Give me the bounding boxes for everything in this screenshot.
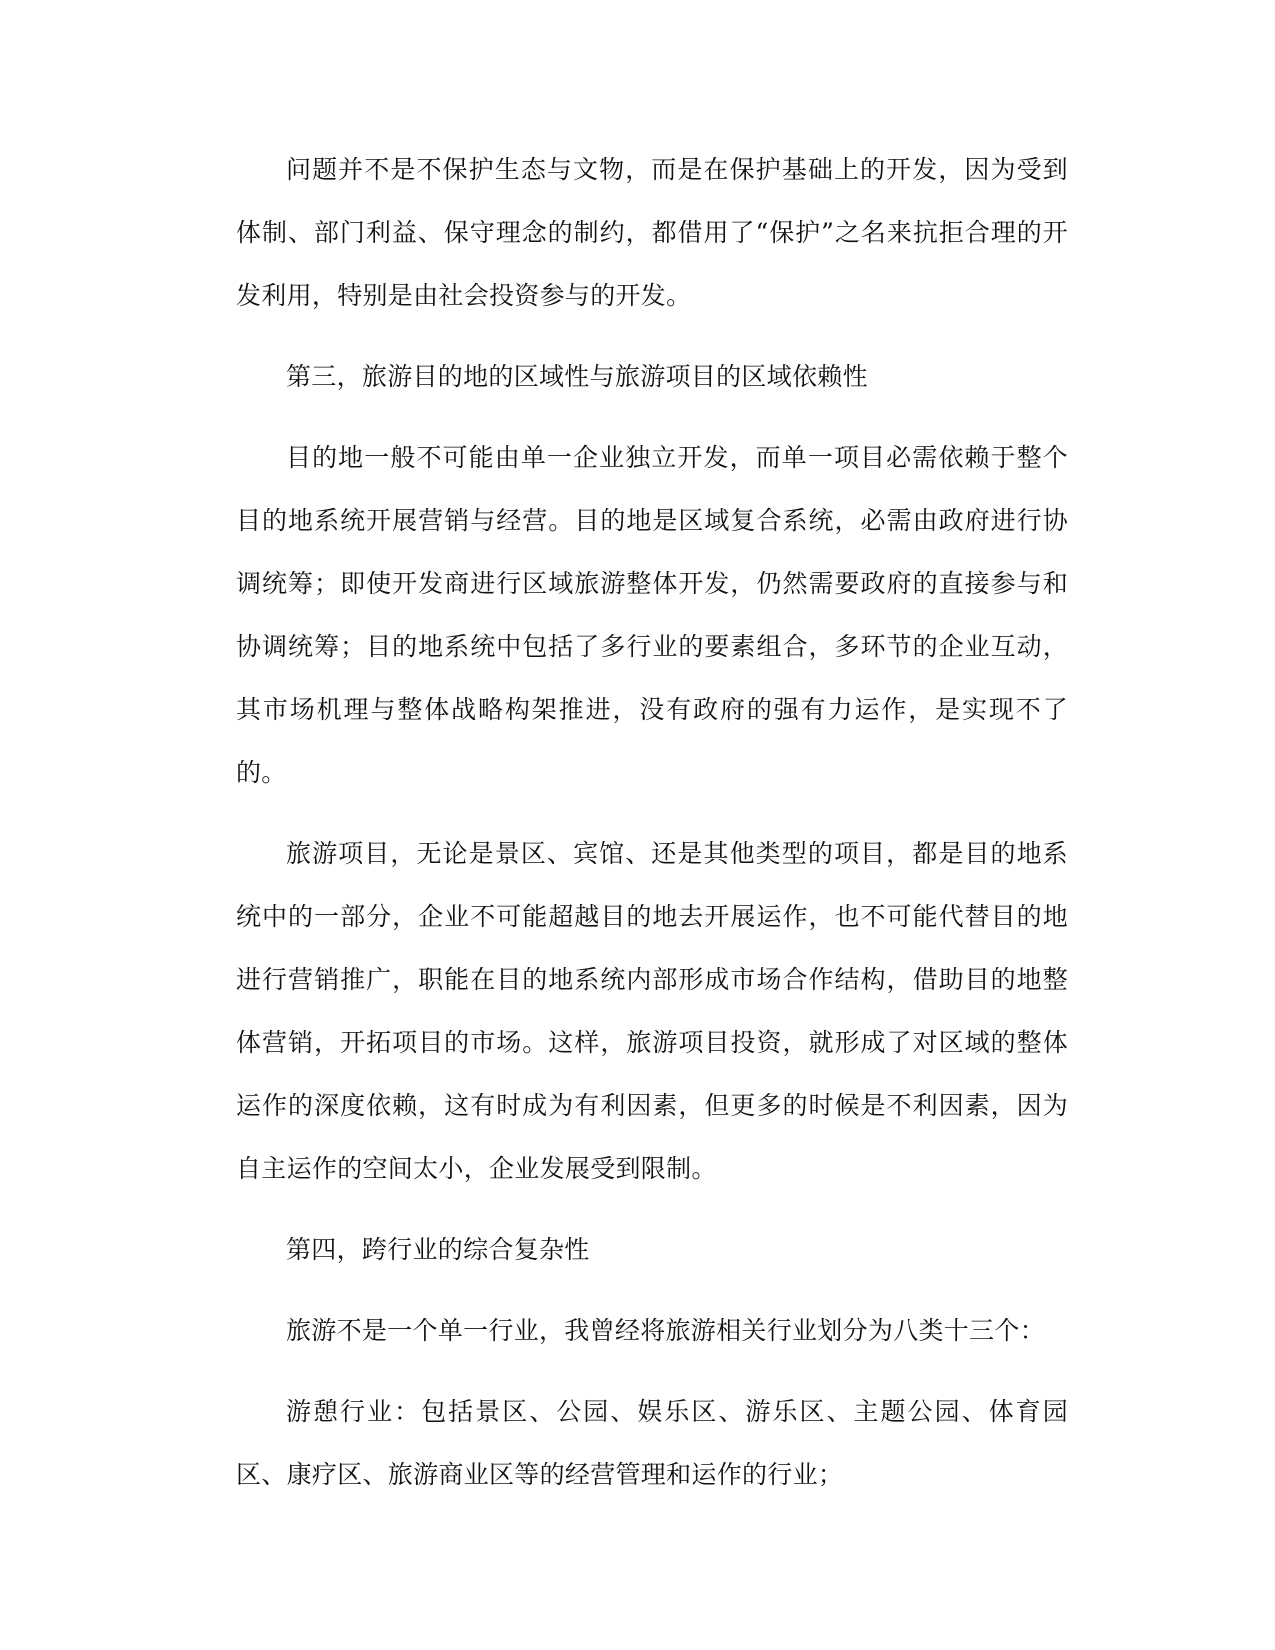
heading-third-point: 第三，旅游目的地的区域性与旅游项目的区域依赖性 (286, 362, 868, 391)
heading-fourth-point: 第四，跨行业的综合复杂性 (286, 1235, 590, 1264)
document-body (236, 138, 1068, 1524)
paragraph-industry-categories: 旅游不是一个单一行业，我曾经将旅游相关行业划分为八类十三个： (286, 1316, 1046, 1345)
paragraph-tourism-projects: 旅游项目，无论是景区、宾馆、还是其他类型的项目，都是目的地系统中的一部分，企业不可能超越目的地去开展运作，也不可能代替目的地进行营销推广，职能在目的地系统内部形成市场合作结构，借助目的地整体营销，开拓项目的市场。这样，旅游项目投资，就形成了对区域的整体运作的深度依赖，这有时成为有利因素，但更多的时候是不利因素，因为自主运作的空间太小，企业发展受到限制。 (236, 839, 1068, 1183)
paragraph-recreation-industry: 游憩行业：包括景区、公园、娱乐区、游乐区、主题公园、体育园区、康疗区、旅游商业区等的经营管理和运作的行业； (236, 1397, 1068, 1489)
paragraph-conservation-issue: 问题并不是不保护生态与文物，而是在保护基础上的开发，因为受到体制、部门利益、保守理念的制约，都借用了“保护”之名来抗拒合理的开发利用，特别是由社会投资参与的开发。 (236, 155, 1068, 310)
paragraph-destination-development: 目的地一般不可能由单一企业独立开发，而单一项目必需依赖于整个目的地系统开展营销与经营。目的地是区域复合系统，必需由政府进行协调统筹；即使开发商进行区域旅游整体开发，仍然需要政府的直接参与和协调统筹；目的地系统中包括了多行业的要素组合，多环节的企业互动，其市场机理与整体战略构架推进，没有政府的强有力运作，是实现不了的。 (236, 443, 1068, 787)
